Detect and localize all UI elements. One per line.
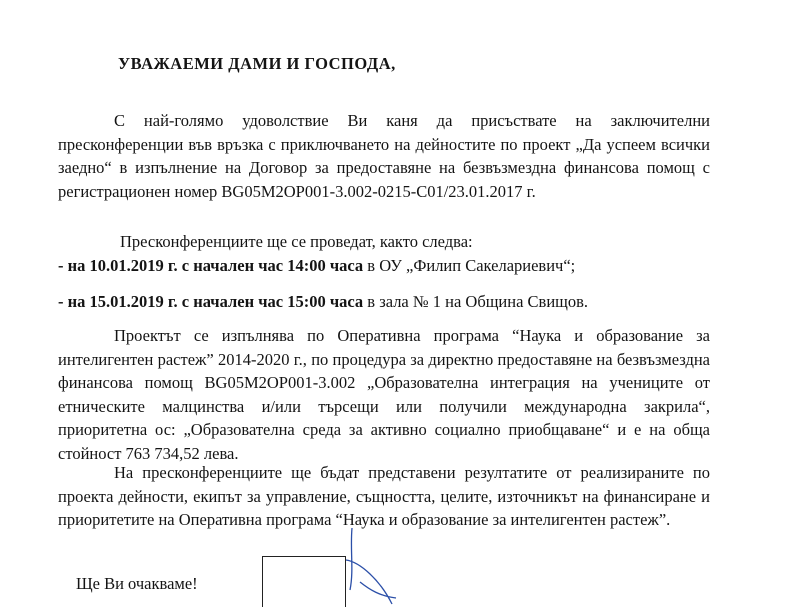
event-2-date: - на 15.01.2019 г. с начален час 15:00 часа [58, 292, 364, 311]
paragraph-program: Проектът се изпълнява по Оперативна програма “Наука и образование за интелигентен растеж” 2014-2020 г., по процедура за директно предоставяне на безвъзмездна финансова помощ BG05M2OP001-3.002 „Образователна интеграция на учениците от етническите малцинства и/или търсещи или получили международна закрила“, приоритетна ос: „Образователна среда за активно социално приобщаване“ и е на обща стойност 763 734,52 лева. [58, 326, 710, 463]
event-2-place: в зала № 1 на Община Свищов. [363, 292, 589, 311]
stamp-box [262, 556, 346, 607]
event-1 [58, 256, 575, 276]
event-1-date: - на 10.01.2019 г. с начален час 14:00 часа [58, 256, 364, 275]
closing-line: Ще Ви очакваме! [76, 574, 198, 593]
salutation: УВАЖАЕМИ ДАМИ И ГОСПОДА, [118, 54, 396, 73]
event-1-place: в ОУ „Филип Сакелариевич“; [363, 256, 576, 275]
paragraph-invitation: С най-голямо удоволствие Ви каня да присъствате на заключителни пресконференции във връзка с приключването на дейностите по проект „Да успеем всички заедно“ в изпълнение на Договор за предоставяне на безвъзмездна финансова помощ с регистрационен номер BG05M2OP001-3.002-0215-C01/23.01.2017 г. [58, 111, 710, 201]
paragraph-presentation: На пресконференциите ще бъдат представени резултатите от реализираните по проекта дейности, екипът за управление, същността, целите, източникът на финансиране и приоритетите на Оперативна програма “Наука и образование за интелигентен растеж”. [58, 463, 710, 530]
event-2 [58, 292, 588, 312]
schedule-intro: Пресконференциите ще се проведат, както следва: [120, 232, 473, 251]
